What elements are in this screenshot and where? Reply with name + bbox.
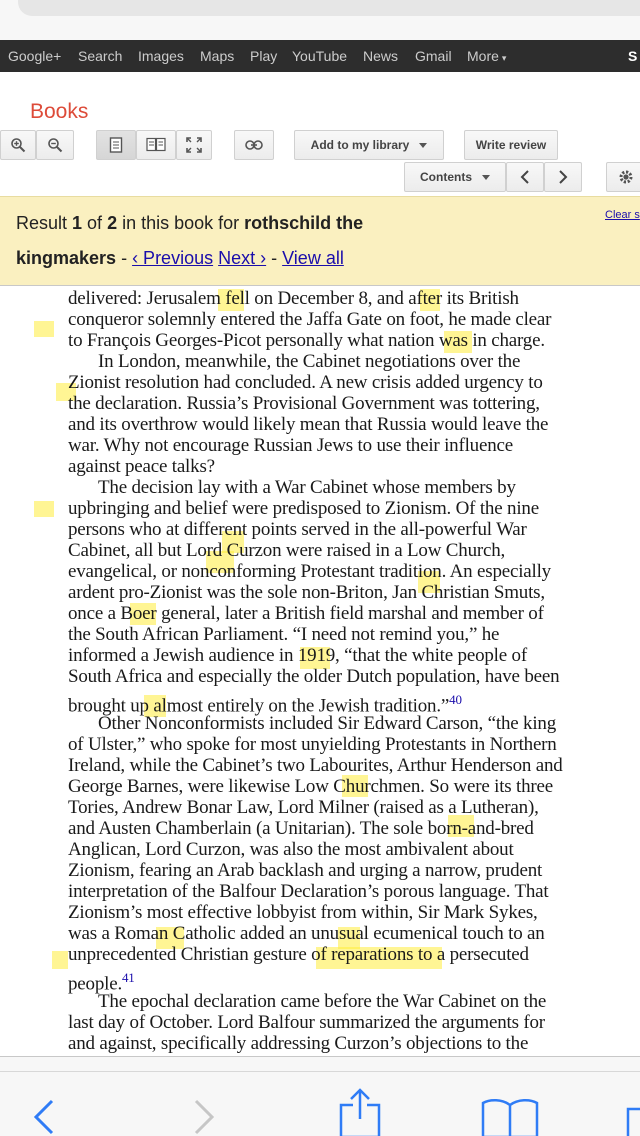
sign-in-link[interactable]: S — [628, 48, 638, 64]
result-dash-2: - — [266, 248, 283, 268]
back-arrow-icon[interactable] — [30, 1097, 56, 1136]
zoom-in-icon — [10, 137, 26, 153]
book-line: and Austen Chamberlain (a Unitarian). The sole born-and-bred — [68, 818, 534, 839]
fullscreen-icon — [186, 137, 202, 153]
result-query-part1: rothschild the — [244, 213, 364, 233]
settings-button[interactable] — [606, 162, 640, 192]
book-line: against peace talks? — [68, 456, 215, 477]
next-result-link[interactable]: Next › — [218, 248, 267, 268]
result-query-part2: kingmakers — [16, 248, 117, 268]
book-line: informed a Jewish audience in 1919, “that the white people of — [68, 645, 527, 666]
result-prefix: Result — [16, 213, 73, 233]
book-line: The epochal declaration came before the War Cabinet on the — [98, 991, 547, 1012]
chevron-down-icon — [482, 175, 490, 180]
book-line: was a Roman Catholic added an unusual ecumenical touch to an — [68, 923, 545, 944]
book-line: interpretation of the Balfour Declaration’s porous language. That — [68, 881, 549, 902]
gbar-item-gmail[interactable]: Gmail — [415, 48, 452, 64]
book-line: delivered: Jerusalem fell on December 8, and after its British — [68, 288, 519, 309]
toolbar-divider — [0, 1071, 640, 1072]
result-dash-1: - — [116, 248, 133, 268]
previous-result-link[interactable]: ‹ Previous — [132, 248, 214, 268]
share-icon[interactable] — [336, 1087, 384, 1136]
book-line: Zionist resolution had concluded. A new crisis added urgency to — [68, 372, 543, 393]
result-navigation — [16, 248, 344, 269]
book-line: last day of October. Lord Balfour summarized the arguments for — [68, 1012, 545, 1033]
result-of: of — [82, 213, 108, 233]
result-current: 1 — [72, 213, 83, 233]
gbar-item-maps[interactable]: Maps — [200, 48, 235, 64]
fullscreen-button[interactable] — [176, 130, 212, 160]
footnote-link-40[interactable]: 40 — [449, 692, 462, 707]
book-line: the declaration. Russia’s Provisional Government was tottering, — [68, 393, 540, 414]
book-line: and its overthrow would likely mean that Russia would leave the — [68, 414, 549, 435]
book-line: the South African Parliament. “I need not remind you,” he — [68, 624, 500, 645]
book-line: George Barnes, were likewise Low Churchmen. So were its three — [68, 776, 553, 797]
browser-address-area — [0, 0, 640, 40]
add-to-library-button[interactable] — [294, 130, 444, 160]
gear-icon — [618, 169, 634, 185]
book-line: Cabinet, all but Lord Curzon were raised in a Low Church, — [68, 540, 506, 561]
address-bar[interactable] — [18, 0, 640, 16]
search-highlight — [34, 501, 54, 517]
gbar-item-youtube[interactable]: YouTube — [292, 48, 348, 64]
result-total: 2 — [107, 213, 118, 233]
book-line: evangelical, or nonconforming Protestant tradition. An especially — [68, 561, 551, 582]
single-page-view-button[interactable] — [96, 130, 136, 160]
zoom-in-button[interactable] — [0, 130, 36, 160]
search-result-banner — [0, 196, 640, 286]
book-line: war. Why not encourage Russian Jews to use their influence — [68, 435, 513, 456]
chevron-down-icon — [419, 143, 427, 148]
footnote-link-41[interactable]: 41 — [122, 970, 135, 985]
book-page-viewer[interactable] — [0, 287, 640, 1056]
chevron-down-icon: ▾ — [501, 53, 507, 63]
book-line: Tories, Andrew Bonar Law, Lord Milner (raised as a Lutheran), — [68, 797, 539, 818]
add-to-library-label: Add to my library — [310, 138, 410, 152]
write-review-button[interactable] — [464, 130, 558, 160]
book-line-text: people. — [68, 973, 122, 995]
zoom-out-icon — [47, 137, 63, 153]
contents-label: Contents — [420, 170, 472, 184]
contents-dropdown[interactable] — [404, 162, 506, 192]
book-line: persons who at different points served in the all-powerful War — [68, 519, 527, 540]
book-line: unprecedented Christian gesture of reparations to a persecuted — [68, 944, 529, 965]
book-line: Anglican, Lord Curzon, was also the most ambivalent about — [68, 839, 514, 860]
book-line: Zionism, fearing an Arab backlash and urging a narrow, prudent — [68, 860, 543, 881]
two-page-view-button[interactable] — [136, 130, 176, 160]
zoom-out-button[interactable] — [36, 130, 74, 160]
book-line: South Africa and especially the older Dutch population, have been — [68, 666, 560, 687]
two-page-icon — [146, 137, 166, 153]
gbar-more-label: More — [467, 48, 499, 64]
chevron-right-icon — [558, 170, 568, 184]
book-line: Other Nonconformists included Sir Edward Carson, “the king — [98, 713, 557, 734]
search-highlight — [34, 321, 54, 337]
tabs-icon[interactable] — [622, 1103, 640, 1136]
books-logo[interactable]: Books — [30, 100, 89, 123]
gbar-item-play[interactable]: Play — [250, 48, 278, 64]
book-line-text: brought up almost entirely on the Jewish tradition.” — [68, 695, 450, 717]
book-line: ardent pro-Zionist was the sole non-Briton, Jan Christian Smuts, — [68, 582, 545, 603]
browser-toolbar — [0, 1056, 640, 1136]
book-line: Zionism’s most effective lobbyist from within, Sir Mark Sykes, — [68, 902, 538, 923]
result-summary — [16, 213, 363, 234]
book-line: upbringing and belief were predisposed to Zionism. Of the nine — [68, 498, 539, 519]
book-line: to François Georges-Picot personally what nation was in charge. — [68, 330, 545, 351]
book-line: of Ulster,” who spoke for most unyielding Protestants in Northern — [68, 734, 557, 755]
previous-page-button[interactable] — [506, 162, 544, 192]
gbar-item-images[interactable]: Images — [138, 48, 184, 64]
book-line: The decision lay with a War Cabinet whose members by — [98, 477, 516, 498]
view-all-link[interactable]: View all — [282, 248, 344, 268]
book-line: and against, specifically addressing Curzon’s objections to the — [68, 1033, 529, 1054]
book-line: In London, meanwhile, the Cabinet negotiations over the — [98, 351, 521, 372]
gbar-item-more[interactable] — [467, 48, 506, 64]
book-line: conqueror solemnly entered the Jaffa Gate on foot, he made clear — [68, 309, 552, 330]
chevron-left-icon — [520, 170, 530, 184]
search-highlight — [52, 951, 68, 969]
book-line: once a Boer general, later a British field marshal and member of — [68, 603, 544, 624]
gbar-item-googleplus[interactable]: Google+ — [8, 48, 62, 64]
gbar-item-search[interactable]: Search — [78, 48, 123, 64]
link-button[interactable] — [234, 130, 274, 160]
book-line: Ireland, while the Cabinet’s two Labourites, Arthur Henderson and — [68, 755, 563, 776]
bookmarks-icon[interactable] — [480, 1097, 540, 1136]
result-mid: in this book for — [117, 213, 245, 233]
google-nav-bar — [0, 40, 640, 72]
forward-arrow-icon[interactable] — [192, 1097, 218, 1136]
next-page-button[interactable] — [544, 162, 582, 192]
link-icon — [245, 140, 263, 150]
gbar-item-news[interactable]: News — [363, 48, 399, 64]
clear-search-link[interactable]: Clear s — [605, 209, 640, 221]
write-review-label: Write review — [475, 138, 547, 152]
single-page-icon — [109, 137, 123, 153]
